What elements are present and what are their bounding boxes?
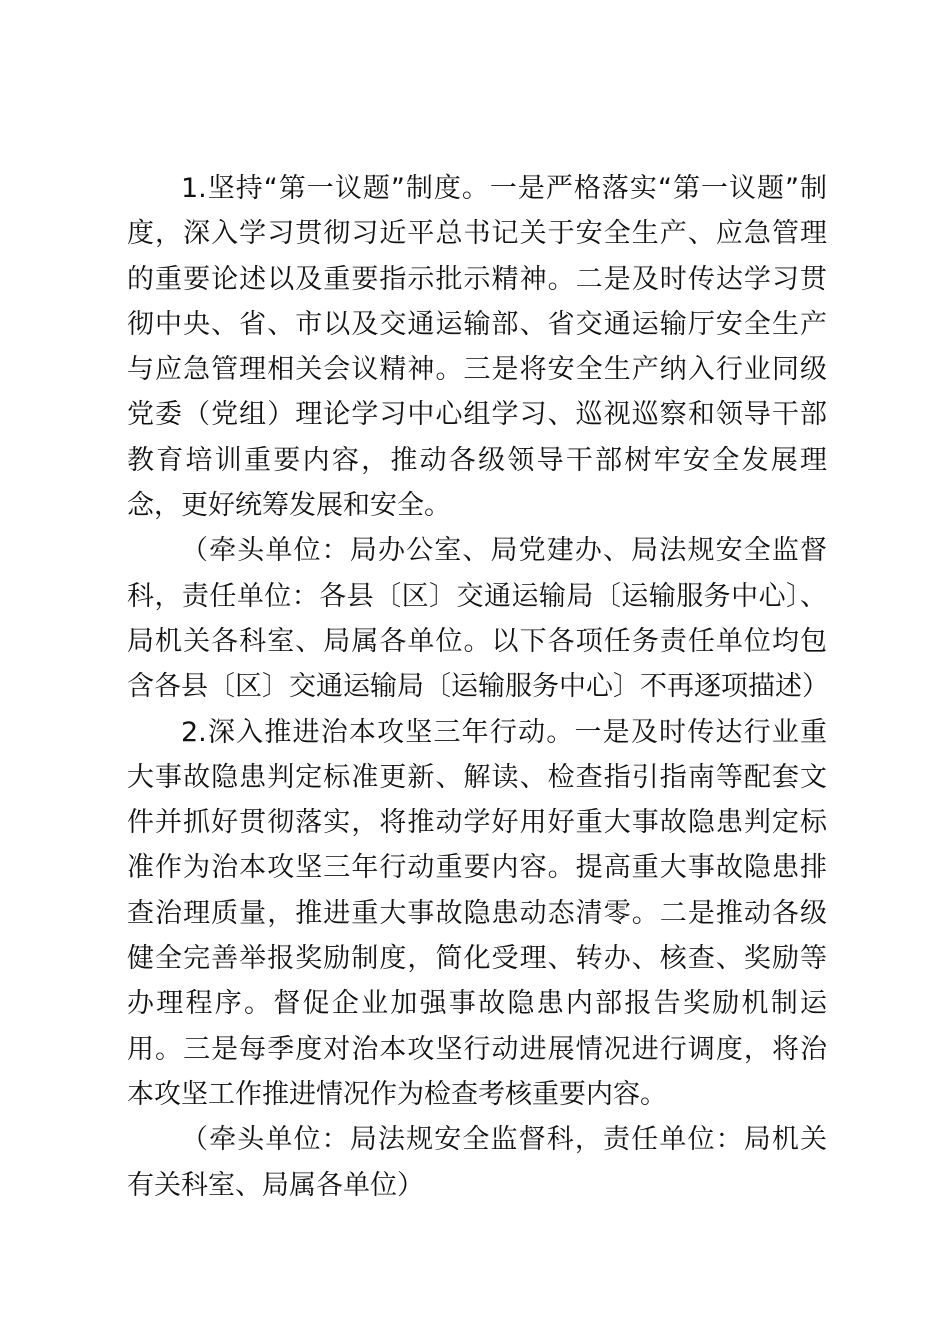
document-body	[127, 166, 827, 1208]
paragraph-task-1-units: （牵头单位：局办公室、局党建办、局法规安全监督科，责任单位：各县〔区〕交通运输局〔运输服务中心〕、局机关各科室、局属各单位。以下各项任务责任单位均包含各县〔区〕交通运输局〔运输服务中心〕不再逐项描述）	[127, 535, 829, 703]
paragraph-task-2: 2.深入推进治本攻坚三年行动。一是及时传达行业重大事故隐患判定标准更新、解读、检查指引指南等配套文件并抓好贯彻落实，将推动学好用好重大事故隐患判定标准作为治本攻坚三年行动重要内容。提高重大事故隐患排查治理质量，推进重大事故隐患动态清零。二是推动各级健全完善举报奖励制度，简化受理、转办、核查、奖励等办理程序。督促企业加强事故隐患内部报告奖励机制运用。三是每季度对治本攻坚行动进展情况进行调度，将治本攻坚工作推进情况作为检查考核重要内容。	[127, 716, 827, 1110]
paragraph-task-2-units: （牵头单位：局法规安全监督科，责任单位：局机关有关科室、局属各单位）	[127, 1124, 827, 1201]
paragraph-task-1: 1.坚持“第一议题”制度。一是严格落实“第一议题”制度，深入学习贯彻习近平总书记关于安全生产、应急管理的重要论述以及重要指示批示精神。二是及时传达学习贯彻中央、省、市以及交通运输部、省交通运输厅安全生产与应急管理相关会议精神。三是将安全生产纳入行业同级党委（党组）理论学习中心组学习、巡视巡察和领导干部教育培训重要内容，推动各级领导干部树牢安全发展理念，更好统筹发展和安全。	[127, 173, 827, 522]
